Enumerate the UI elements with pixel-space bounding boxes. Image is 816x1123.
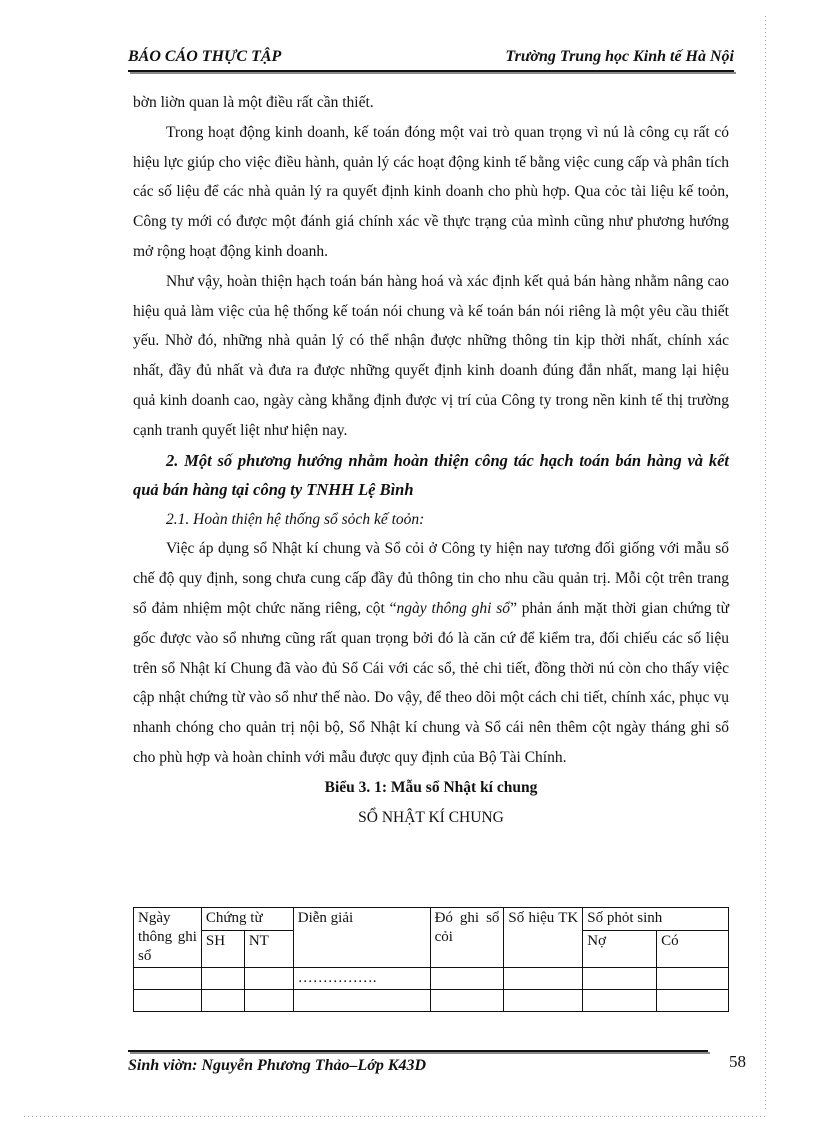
header-cell-account: Số hiệu TK <box>504 908 583 968</box>
page-footer <box>128 1054 734 1084</box>
body-text <box>133 88 729 832</box>
table-cell <box>583 968 657 990</box>
table-cell <box>504 990 583 1012</box>
paragraph-2: Trong hoạt động kinh doanh, kế toán đóng một vai trò quan trọng vì nú là công cụ rất có hiệu lực giúp cho việc điều hành, quản lý các hoạt động kinh tế bằng việc cung cấp và phân tích các số liệu để các nhà quản lý ra quyết định kinh doanh cho phù hợp. Qua cỏc tài liệu kế toỏn, Công ty mới có được một đánh giá chính xác về thực trạng của mình cũng như phương hướng mở rộng hoạt động kinh doanh. <box>133 123 729 260</box>
table-cell <box>657 968 729 990</box>
page-number: 58 <box>729 1052 746 1071</box>
header-rule <box>128 70 734 72</box>
table-cell <box>244 990 293 1012</box>
table-row <box>134 968 729 990</box>
header-cell-date: Ngày thông ghi sổ <box>134 908 202 968</box>
header-cell-voucher: Chứng từ <box>201 908 293 931</box>
header-school-name: Trường Trung học Kinh tế Hà Nội <box>505 48 734 65</box>
header-cell-nt: NT <box>244 931 293 968</box>
paragraph-1: bờn liờn quan là một điều rất cần thiết. <box>133 94 374 111</box>
table-header-row <box>134 908 729 931</box>
table-row <box>134 990 729 1012</box>
section-heading-2-1: 2.1. Hoàn thiện hệ thống sổ sỏch kế toỏn: <box>166 510 425 528</box>
header-cell-sh: SH <box>201 931 244 968</box>
header-cell-credit: Có <box>657 931 729 968</box>
paragraph-4 <box>133 534 729 772</box>
table-cell <box>201 990 244 1012</box>
table-cell <box>293 990 430 1012</box>
table-cell <box>504 968 583 990</box>
header-cell-description: Diễn giải <box>293 908 430 968</box>
header-cell-amount: Số phỏt sinh <box>583 908 729 931</box>
table-cell <box>430 968 504 990</box>
page-border-right <box>765 16 766 1111</box>
figure-title: Biểu 3. 1: Mẫu sổ Nhật kí chung <box>324 778 538 796</box>
table-cell <box>201 968 244 990</box>
header-cell-debit: Nợ <box>583 931 657 968</box>
table-cell <box>583 990 657 1012</box>
table-cell <box>430 990 504 1012</box>
section-heading-2: 2. Một số phương hướng nhằm hoàn thiện công tác hạch toán bán hàng và kết quả bán hàng tại công ty TNHH Lệ Bình <box>133 450 729 500</box>
page-header <box>128 44 734 70</box>
paragraph-4-emphasis: ngày thông ghi sổ <box>396 599 511 617</box>
footer-student: Sinh viờn: Nguyễn Phương Thảo–Lớp K43D <box>128 1057 427 1074</box>
header-cell-posted: Đó ghi sổ cỏi <box>430 908 504 968</box>
table-cell <box>134 968 202 990</box>
header-report-title: BÁO CÁO THỰC TẬP <box>128 48 282 65</box>
paragraph-3: Như vậy, hoàn thiện hạch toán bán hàng hoá và xác định kết quả bán hàng nhằm nâng cao hiệu quả làm việc của hệ thống kế toán nói chung và kế toán bán nói riêng là một yêu cầu thiết yếu. Nhờ đó, những nhà quản lý có thể nhận được những thông tin kịp thời nhất, chính xác nhất, đầy đủ nhất và đưa ra được những quyết định kinh doanh đúng đắn nhất, mang lại hiệu quả kinh doanh cao, ngày càng khẳng định được vị trí của Công ty trong nền kinh tế thị trường cạnh tranh quyết liệt như hiện nay. <box>133 272 729 439</box>
footer-rule <box>128 1050 708 1052</box>
figure-subtitle: SỔ NHẬT KÍ CHUNG <box>358 808 504 826</box>
page-border-bottom <box>24 1116 766 1117</box>
table-cell-description: ……………. <box>293 968 430 990</box>
journal-table <box>133 907 729 1012</box>
paragraph-4-text-a: Việc áp dụng sổ Nhật kí chung và Sổ cỏi ở Công ty hiện nay tương đối giống với mẫu sổ chế độ quy định, song chưa cung cấp đầy đủ thông tin cho nhu cầu quản trị. Mỗi cột trên trang sổ đảm nhiệm một chức năng riêng, cột “ <box>133 540 729 617</box>
table-cell <box>244 968 293 990</box>
paragraph-4-text-b: ” phản ánh mặt thời gian chứng từ gốc được vào sổ nhưng cũng rất quan trọng bởi đó là căn cứ để kiểm tra, đối chiếu các số liệu trên sổ Nhật kí Chung đã vào đủ Sổ Cái với các sổ, thẻ chi tiết, đồng thời nú còn cho thấy việc cập nhật chứng từ vào sổ như thế nào. Do vậy, để theo dõi một cách chi tiết, chính xác, phục vụ nhanh chóng cho quản trị nội bộ, Sổ Nhật kí chung và Sổ cái nên thêm cột ngày tháng ghi sổ cho phù hợp và hoàn chỉnh với mẫu được quy định của Bộ Tài Chính. <box>133 599 729 766</box>
table-cell <box>657 990 729 1012</box>
table-cell <box>134 990 202 1012</box>
